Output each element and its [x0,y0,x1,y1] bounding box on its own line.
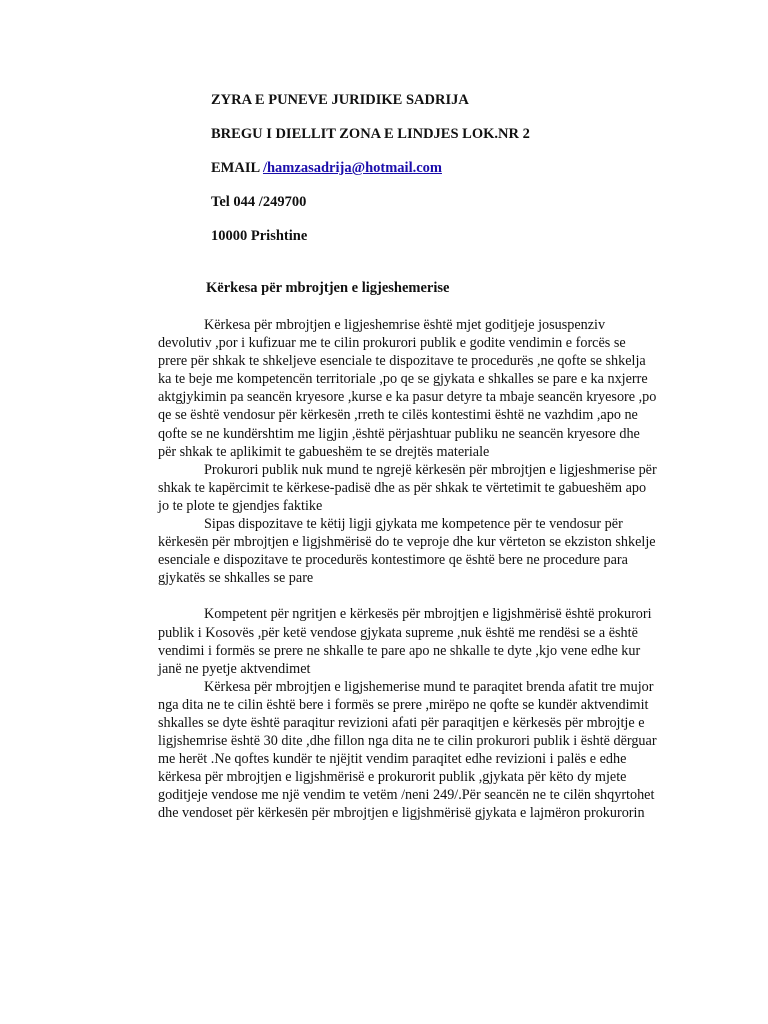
phone-number: Tel 044 /249700 [211,194,307,210]
paragraph: Kërkesa për mbrojtjen e ligjeshemrise është mjet goditjeje josuspenziv devolutiv ,por i kufizuar me te cilin prokurori publik e godite vendimin e forcës se prere për shkak te shkeljeve esenciale te dispozitave te procedurës ,ne qofte se shkelja ka te beje me kompetencën territoriale ,po qe se gjykata e shkalles se pare e ka nxjerre aktgjykimin pa seancën kryesore ,kurse e ka pasur detyre ta mbaje seancën kryesore ,po qe se është vendosur për kërkesën ,rreth te cilës kontestimi është ne vazhdim ,apo ne qofte se ne kundërshtim me ligjin ,është përjashtuar publiku ne seancën kryesore dhe për shkak te aplikimit te gabueshëm te se drejtës materiale [158,317,657,460]
office-name: ZYRA E PUNEVE JURIDIKE SADRIJA [211,92,469,108]
document-body [158,316,658,823]
paragraph: Prokurori publik nuk mund te ngrejë kërkesën për mbrojtjen e ligjeshmerise për shkak te kapërcimit te kërkese-padisë dhe as për shkak te vërtetimit te gabueshëm apo jo te plote te gjendjes faktike [158,461,657,514]
city-line: 10000 Prishtine [211,228,308,244]
email-label: EMAIL [211,160,263,176]
paragraph: Kompetent për ngritjen e kërkesës për mbrojtjen e ligjshmërisë është prokurori publik i Kosovës ,për ketë vendose gjykata supreme ,nuk është me rendësi se a është vendimi i formës se prere ne shkalle te pare apo ne shkalle te dyte ,kjo vene edhe kur janë ne pyetje aktvendimet [158,606,652,677]
email-line [211,159,530,177]
document-title: Kërkesa për mbrojtjen e ligjeshemerise [206,280,450,296]
letterhead [211,91,530,261]
office-address: BREGU I DIELLIT ZONA E LINDJES LOK.NR 2 [211,126,530,142]
paragraph-gap [158,587,658,605]
paragraph: Kërkesa për mbrojtjen e ligjshemerise mund te paraqitet brenda afatit tre mujor nga dita ne te cilin është bere i formës se prere ,mirëpo ne qofte se kundër aktvendimit shkalles se dyte është paraqitur revizioni afati për paraqitjen e kërkesës për mbrojtje e ligjshemrise është 30 dite ,dhe fillon nga dita ne te cilin prokurori publik i është dërguar me herët .Ne qoftes kundër te njëjtit vendim paraqitet edhe revizioni i palës e edhe kërkesa për mbrojtjen e ligjshmërisë e prokurorit publik ,gjykata për këto dy mjete goditjeje vendose me një vendim te vetëm /neni 249/.Për seancën ne te cilën shqyrtohet dhe vendoset për kërkesën për mbrojtjen e ligjshmërisë gjykata e lajmëron prokurorin [158,678,657,822]
paragraph: Sipas dispozitave te këtij ligji gjykata me kompetence për te vendosur për kërkesën për mbrojtjen e ligjshmërisë do te veproje dhe kur vërteton se ekziston shkelje esenciale e dispozitave te procedurës kontestimore qe është bere ne procedure para gjykatës se shkalles se pare [158,516,656,587]
email-link[interactable]: /hamzasadrija@hotmail.com [262,160,442,176]
